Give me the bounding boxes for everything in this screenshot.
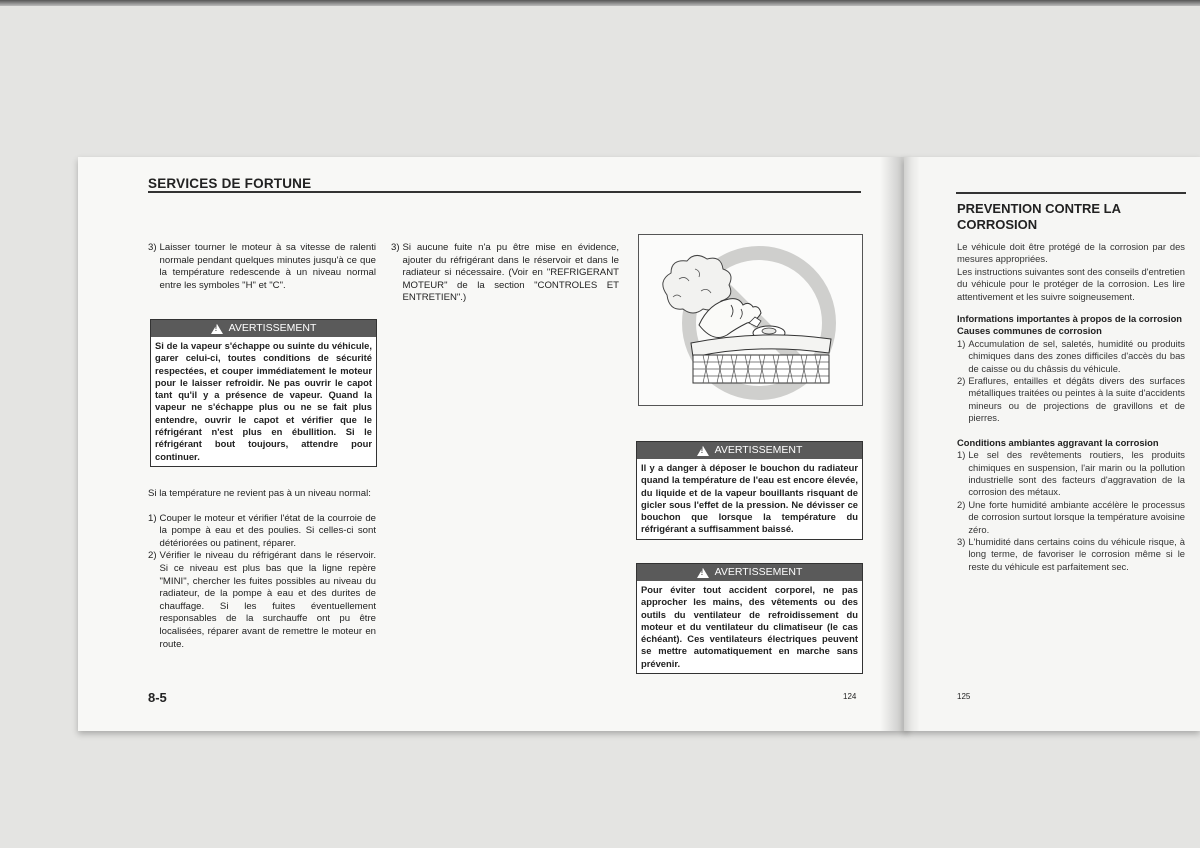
warning-title: AVERTISSEMENT — [714, 444, 803, 456]
item-text: Accumulation de sel, saletés, humidité ou produits chimiques dans des zones difficiles d'accès du bas de caisse ou du châssis du véhicule. — [968, 337, 1185, 374]
warning-header — [151, 320, 376, 337]
intro-paragraph: Si la température ne revient pas à un niveau normal: — [148, 488, 371, 499]
item-number: 1) — [957, 449, 966, 461]
warning-title: AVERTISSEMENT — [714, 566, 803, 578]
step-text: Si aucune fuite n'a pu être mise en évidence, ajouter du réfrigérant dans le réservoir et dans le radiateur si nécessaire. (Voir en "REFRIGERANT MOTEUR" de la section "CONTROLES ET ENTRETIEN".) — [402, 242, 619, 304]
column-2 — [391, 242, 619, 305]
printed-page-number: 124 — [843, 692, 857, 701]
item-text: Le sel des revêtements routiers, les produits chimiques en suspension, l'air marin ou la pollution industrielle sont des facteurs d'aggravation de la corrosion des métaux. — [968, 449, 1185, 498]
scan-edge — [0, 0, 1200, 6]
warning-triangle-icon — [697, 446, 709, 456]
warning-box-steam — [150, 319, 377, 467]
warning-box-fan — [636, 563, 863, 674]
item-text: Une forte humidité ambiante accélère le processus de corrosion surtout lorsque la température avoisine zéro. — [968, 498, 1185, 535]
step-text: Vérifier le niveau du réfrigérant dans le réservoir. Si ce niveau est plus bas que la ligne repère "MINI", chercher les fuites possibles au niveau du radiateur, de la pompe à eau et des durites de chauffage. Si les fuites éventuellement responsables de la surchauffe ont pu être localisées, réparer avant de remettre le moteur en route. — [159, 550, 376, 650]
step-number: 3) — [148, 242, 157, 253]
right-title-rule — [956, 192, 1186, 194]
cause-item — [957, 338, 1185, 375]
step-text: Couper le moteur et vérifier l'état de la courroie de la pompe à eau et des poulies. Si celles-ci sont détériorées ou patinent, réparer. — [159, 512, 376, 549]
condition-item — [957, 449, 1185, 499]
step-2-paragraph — [148, 550, 376, 651]
column-1-lower — [148, 488, 376, 651]
item-number: 2) — [957, 498, 966, 510]
section-page-number: 8-5 — [148, 690, 167, 705]
step-number: 2) — [148, 550, 157, 562]
item-number: 1) — [957, 337, 966, 349]
item-number: 2) — [957, 375, 966, 387]
radiator-warning-illustration — [638, 234, 863, 406]
intro-paragraph-2: Les instructions suivantes sont des conseils d'entretien du véhicule pour le protéger de la corrosion. Les lire attentivement et les suivre soigneusement. — [957, 265, 1185, 302]
condition-item — [957, 499, 1185, 536]
column-1 — [148, 242, 376, 292]
step-3-paragraph — [148, 242, 376, 292]
step-3-paragraph — [391, 242, 619, 305]
condition-item — [957, 536, 1185, 573]
warning-text: Il y a danger à déposer le bouchon du radiateur quand la température de l'eau est encore élevée, du liquide et de la vapeur bouillants risquant de gicler sous l'effet de la pression. Ne dévisser ce bouchon que lorsque la température du réfrigérant a suffisamment baissé. — [641, 462, 858, 535]
cause-item — [957, 375, 1185, 425]
warning-triangle-icon — [697, 568, 709, 578]
warning-text: Si de la vapeur s'échappe ou suinte du véhicule, garer celui-ci, toutes conditions de sécurité respectées, et couper immédiatement le moteur pour le laisser refroidir. Ne pas ouvrir le capot tant qu'il y a présence de vapeur. Quand la vapeur ne s'échappe plus ou ne se fait plus entendre, ouvrir le capot et vérifier que le réfrigérant n'est plus en ébullition. Si le réfrigérant bout toujours, attendre pour continuer. — [155, 340, 372, 462]
step-1-paragraph — [148, 513, 376, 551]
step-text: Laisser tourner le moteur à sa vitesse de ralenti normale pendant quelques minutes jusqu'à ce que la température redescende à un niveau normal entre les symboles "H" et "C". — [159, 242, 376, 291]
printed-page-number-right: 125 — [957, 692, 971, 701]
warning-header — [637, 564, 862, 581]
warning-header — [637, 442, 862, 459]
info-heading: Informations importantes à propos de la corrosion — [957, 313, 1183, 325]
warning-title: AVERTISSEMENT — [228, 322, 317, 334]
intro-paragraph: Le véhicule doit être protégé de la corrosion par des mesures appropriées. — [957, 241, 1185, 265]
do-not-open-radiator-icon — [639, 235, 862, 405]
section-title: SERVICES DE FORTUNE — [148, 176, 312, 191]
warning-triangle-icon — [211, 324, 223, 334]
right-page-body — [957, 241, 1185, 573]
item-number: 3) — [957, 535, 966, 547]
item-text: L'humidité dans certains coins du véhicule risque, à long terme, de favoriser le corrosion même si le reste du véhicule est parfaitement sec. — [968, 535, 1185, 572]
step-number: 3) — [391, 242, 400, 253]
book-gutter — [880, 157, 920, 731]
causes-heading: Causes communes de corrosion — [957, 325, 1102, 337]
step-number: 1) — [148, 512, 157, 524]
right-page-title: PREVENTION CONTRE LA CORROSION — [957, 201, 1121, 232]
section-title-rule — [148, 191, 861, 193]
item-text: Eraflures, entailles et dégâts divers des surfaces métalliques traitées ou peintes à la suite d'accidents mineurs ou de projections de gravillons et de pierres. — [968, 375, 1185, 424]
conditions-heading: Conditions ambiantes aggravant la corrosion — [957, 436, 1159, 448]
warning-text: Pour éviter tout accident corporel, ne pas approcher les mains, des vêtements ou des outils du ventilateur de refroidissement du moteur et du ventilateur du climatiseur (le cas échéant). Ces ventilateurs électriques peuvent se mettre automatiquement en marche sans prévenir. — [641, 584, 858, 669]
warning-box-radiator-cap — [636, 441, 863, 540]
